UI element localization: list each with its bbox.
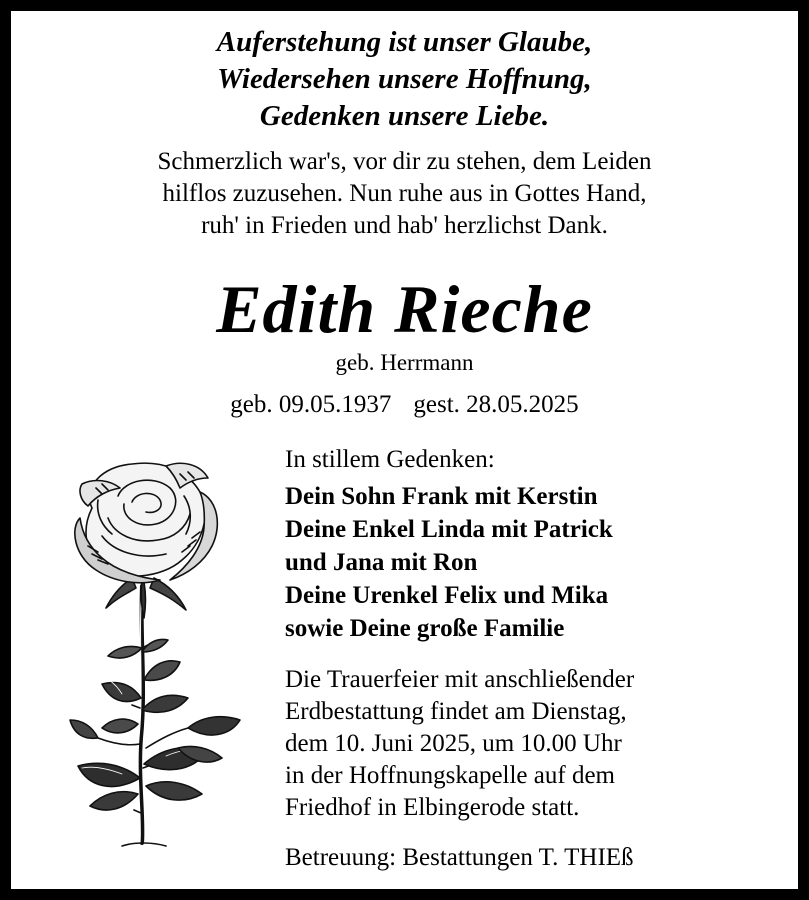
mourners-list [285,480,785,645]
mourner-line: sowie Deine große Familie [285,615,565,642]
motto-line: Gedenken unsere Liebe. [259,100,550,132]
birth-date: geb. 09.05.1937 [230,391,392,418]
verse [0,146,809,242]
service-line: Die Trauerfeier mit anschließender [285,666,635,693]
motto-line: Auferstehung ist unser Glaube, [216,26,593,58]
verse-line: Schmerzlich war's, vor dir zu stehen, dem Leiden [157,148,652,175]
service-line: in der Hoffnungskapelle auf dem [285,762,615,789]
mourners-intro: In stillem Gedenken: [285,446,495,473]
funeral-home: Betreuung: Bestattungen T. THIEß [285,844,634,871]
mourner-line: Deine Enkel Linda mit Patrick [285,516,613,543]
death-date: gest. 28.05.2025 [413,391,579,418]
deceased-name: Edith Rieche [216,271,593,347]
service-line: Friedhof in Elbingerode statt. [285,794,580,821]
service-line: dem 10. Juni 2025, um 10.00 Uhr [285,730,622,757]
maiden-name: geb. Herrmann [335,350,474,375]
mourner-line: Deine Urenkel Felix und Mika [285,582,609,609]
verse-line: hilflos zuzusehen. Nun ruhe aus in Gottes Hand, [162,180,647,207]
motto [0,24,809,135]
motto-line: Wiedersehen unsere Hoffnung, [217,63,592,95]
service-line: Erdbestattung findet am Dienstag, [285,698,627,725]
rose-icon [62,448,272,856]
mourner-line: und Jana mit Ron [285,549,478,576]
service-info [285,664,785,824]
verse-line: ruh' in Frieden und hab' herzlichst Dank. [201,212,608,239]
mourner-line: Dein Sohn Frank mit Kerstin [285,483,598,510]
life-dates [0,390,809,420]
